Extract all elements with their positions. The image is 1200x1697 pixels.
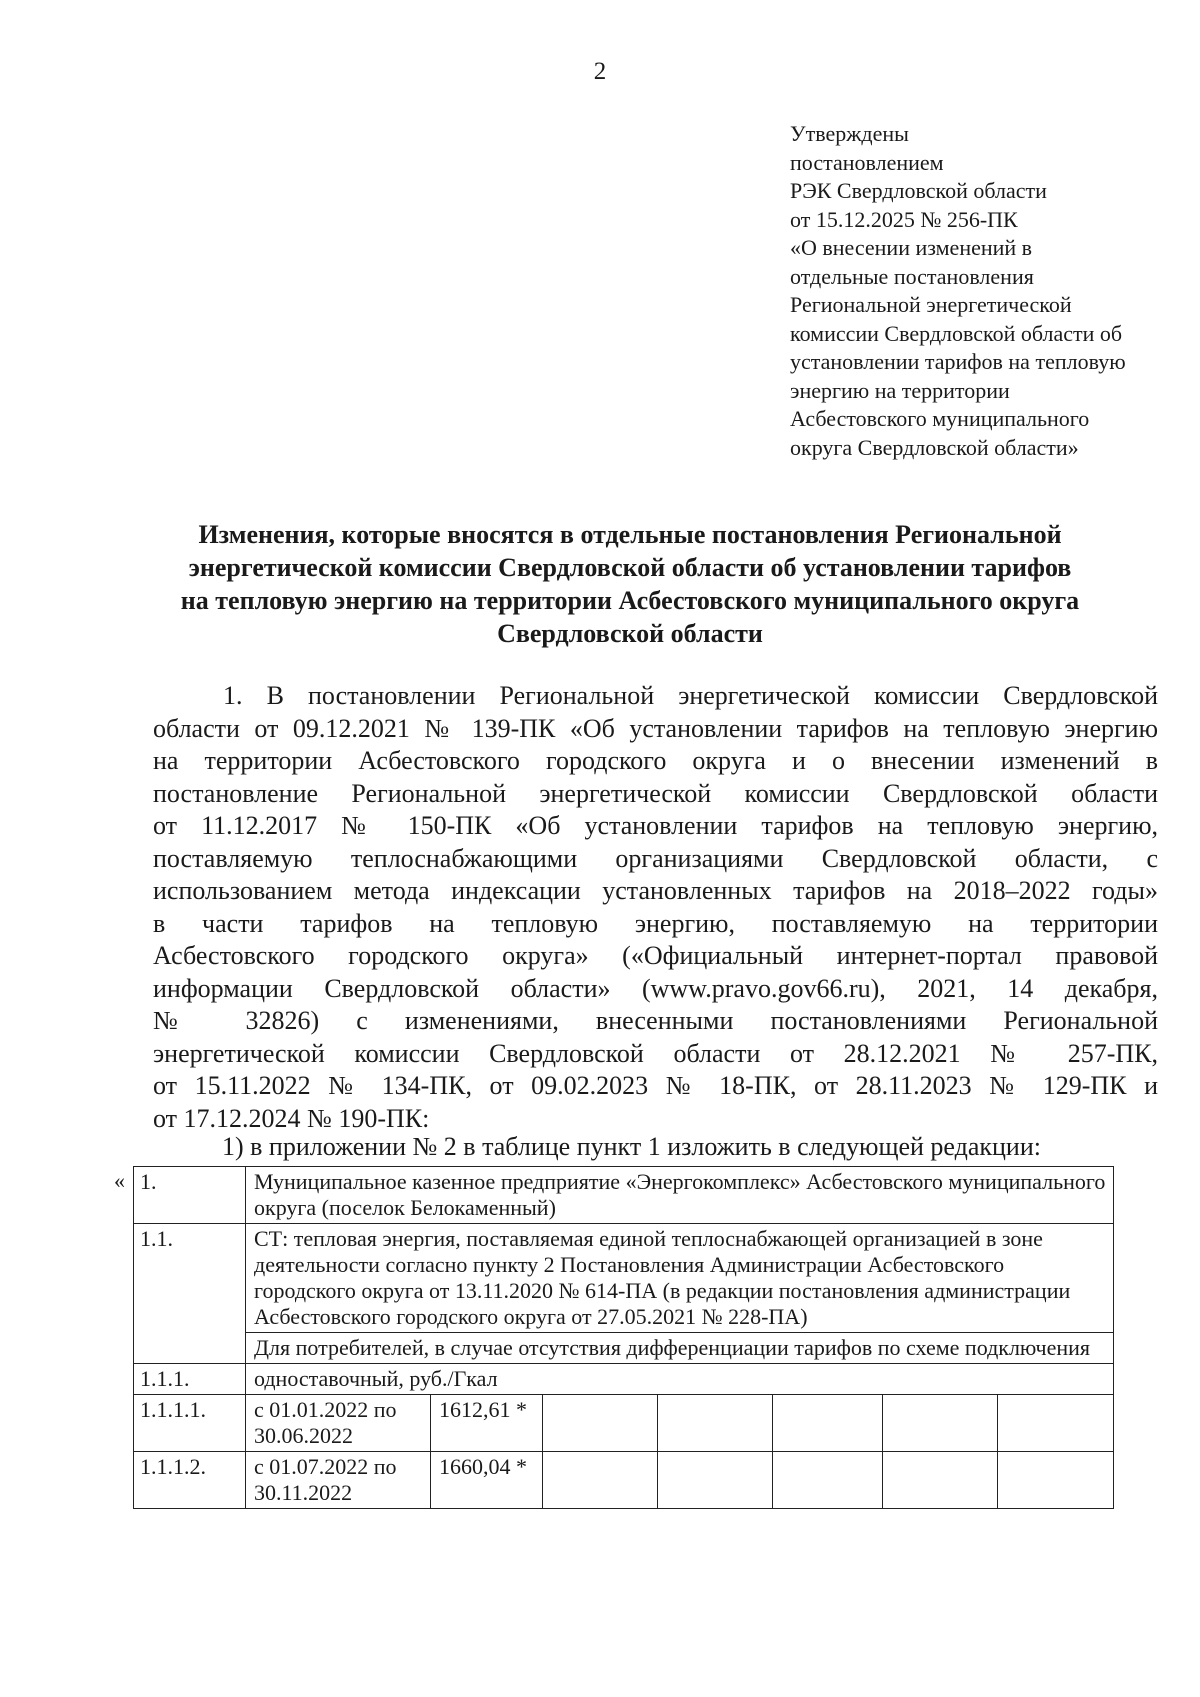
- paragraph-line: области от 09.12.2021 № 139-ПК «Об установлении тарифов на тепловую энергию: [153, 713, 1158, 743]
- paragraph-line: 1. В постановлении Региональной энергетической комиссии Свердловской: [223, 681, 1158, 710]
- approval-line: Утверждены: [790, 121, 909, 146]
- row-number: 1.1.1.1.: [134, 1395, 246, 1452]
- row-number: 1.: [134, 1167, 246, 1224]
- approval-line: «О внесении изменений в: [790, 235, 1033, 260]
- approval-line: РЭК Свердловской области: [790, 178, 1047, 203]
- paragraph-line: от 15.11.2022 № 134-ПК, от 09.02.2023 № 18-ПК, от 28.11.2023 № 129-ПК и: [153, 1071, 1158, 1100]
- row-number: 1.1.: [134, 1224, 246, 1364]
- title-line: энергетической комиссии Свердловской области об установлении тарифов: [188, 553, 1072, 582]
- page-number: 2: [593, 58, 607, 85]
- approval-line: постановлением: [790, 149, 944, 175]
- paragraph-line: от 17.12.2024 № 190-ПК:: [153, 1103, 430, 1133]
- tariff-type-cell: одноставочный, руб./Гкал: [246, 1364, 1114, 1395]
- document-title: [130, 518, 1130, 650]
- approval-line: округа Свердловской области»: [790, 434, 1079, 460]
- paragraph-line: № 32826) с изменениями, внесенными постановлениями Региональной: [153, 1006, 1158, 1035]
- table-row: [134, 1364, 1114, 1395]
- consumer-group-cell: Для потребителей, в случае отсутствия дифференциации тарифов по схеме подключения: [246, 1333, 1114, 1364]
- paragraph-line: от 11.12.2017 № 150-ПК «Об установлении тарифов на тепловую энергию,: [153, 811, 1158, 840]
- empty-cell: [883, 1395, 998, 1452]
- body-paragraph: [153, 680, 1158, 1135]
- empty-cell: [883, 1452, 998, 1509]
- organization-cell: Муниципальное казенное предприятие «Энергокомплекс» Асбестовского муниципального округа (поселок Белокаменный): [246, 1167, 1114, 1224]
- paragraph-line: использованием метода индексации установленных тарифов на 2018–2022 годы»: [153, 876, 1158, 905]
- tariff-table: [133, 1166, 1114, 1509]
- empty-cell: [658, 1452, 773, 1509]
- approval-line: комиссии Свердловской области об: [790, 320, 1123, 346]
- row-number: 1.1.1.: [134, 1364, 246, 1395]
- empty-cell: [998, 1395, 1114, 1452]
- paragraph-line: Асбестовского городского округа» («Официальный интернет-портал правовой: [153, 941, 1158, 970]
- table-row: [134, 1224, 1114, 1333]
- approval-line: энергию на территории: [790, 377, 1010, 403]
- approval-block: [790, 120, 1170, 462]
- approval-line: Региональной энергетической: [790, 292, 1072, 317]
- title-line: на тепловую энергию на территории Асбестовского муниципального округа: [180, 586, 1080, 615]
- row-number: 1.1.1.2.: [134, 1452, 246, 1509]
- table-row: [134, 1395, 1114, 1452]
- empty-cell: [543, 1452, 658, 1509]
- approval-line: от 15.12.2025 № 256-ПК: [790, 206, 1018, 232]
- system-description-cell: СТ: тепловая энергия, поставляемая единой теплоснабжающей организацией в зоне деятельности согласно пункту 2 Постановления Администрации Асбестовского городского округа от 13.11.2020 № 614-ПА (в редакции постановления администрации Асбестовского городского округа от 27.05.2021 № 228-ПА): [246, 1224, 1114, 1333]
- empty-cell: [773, 1395, 883, 1452]
- opening-quote-mark: «: [114, 1168, 125, 1193]
- tariff-value-cell: 1660,04 *: [431, 1452, 543, 1509]
- empty-cell: [658, 1395, 773, 1452]
- approval-line: установлении тарифов на тепловую: [790, 349, 1126, 374]
- paragraph-line: поставляемую теплоснабжающими организациями Свердловской области, с: [153, 843, 1158, 873]
- table-row: [134, 1452, 1114, 1509]
- table-row: [134, 1167, 1114, 1224]
- empty-cell: [773, 1452, 883, 1509]
- table-row: [134, 1333, 1114, 1364]
- period-cell: с 01.07.2022 по 30.11.2022: [246, 1452, 431, 1509]
- tariff-value-cell: 1612,61 *: [431, 1395, 543, 1452]
- empty-cell: [543, 1395, 658, 1452]
- paragraph-line: в части тарифов на тепловую энергию, поставляемую на территории: [153, 908, 1158, 938]
- empty-cell: [998, 1452, 1114, 1509]
- paragraph-line: информации Свердловской области» (www.pravo.gov66.ru), 2021, 14 декабря,: [153, 973, 1158, 1003]
- paragraph-line: постановление Региональной энергетической комиссии Свердловской области: [153, 778, 1158, 808]
- paragraph-line: энергетической комиссии Свердловской области от 28.12.2021 № 257-ПК,: [153, 1038, 1158, 1068]
- period-cell: с 01.01.2022 по 30.06.2022: [246, 1395, 431, 1452]
- title-line: Свердловской области: [497, 619, 763, 648]
- approval-line: отдельные постановления: [790, 263, 1034, 289]
- paragraph-line: на территории Асбестовского городского округа и о внесении изменений в: [153, 746, 1158, 775]
- title-line: Изменения, которые вносятся в отдельные постановления Региональной: [198, 520, 1062, 549]
- approval-line: Асбестовского муниципального: [790, 406, 1090, 431]
- sub-item-text: 1) в приложении № 2 в таблице пункт 1 изложить в следующей редакции:: [222, 1132, 1041, 1161]
